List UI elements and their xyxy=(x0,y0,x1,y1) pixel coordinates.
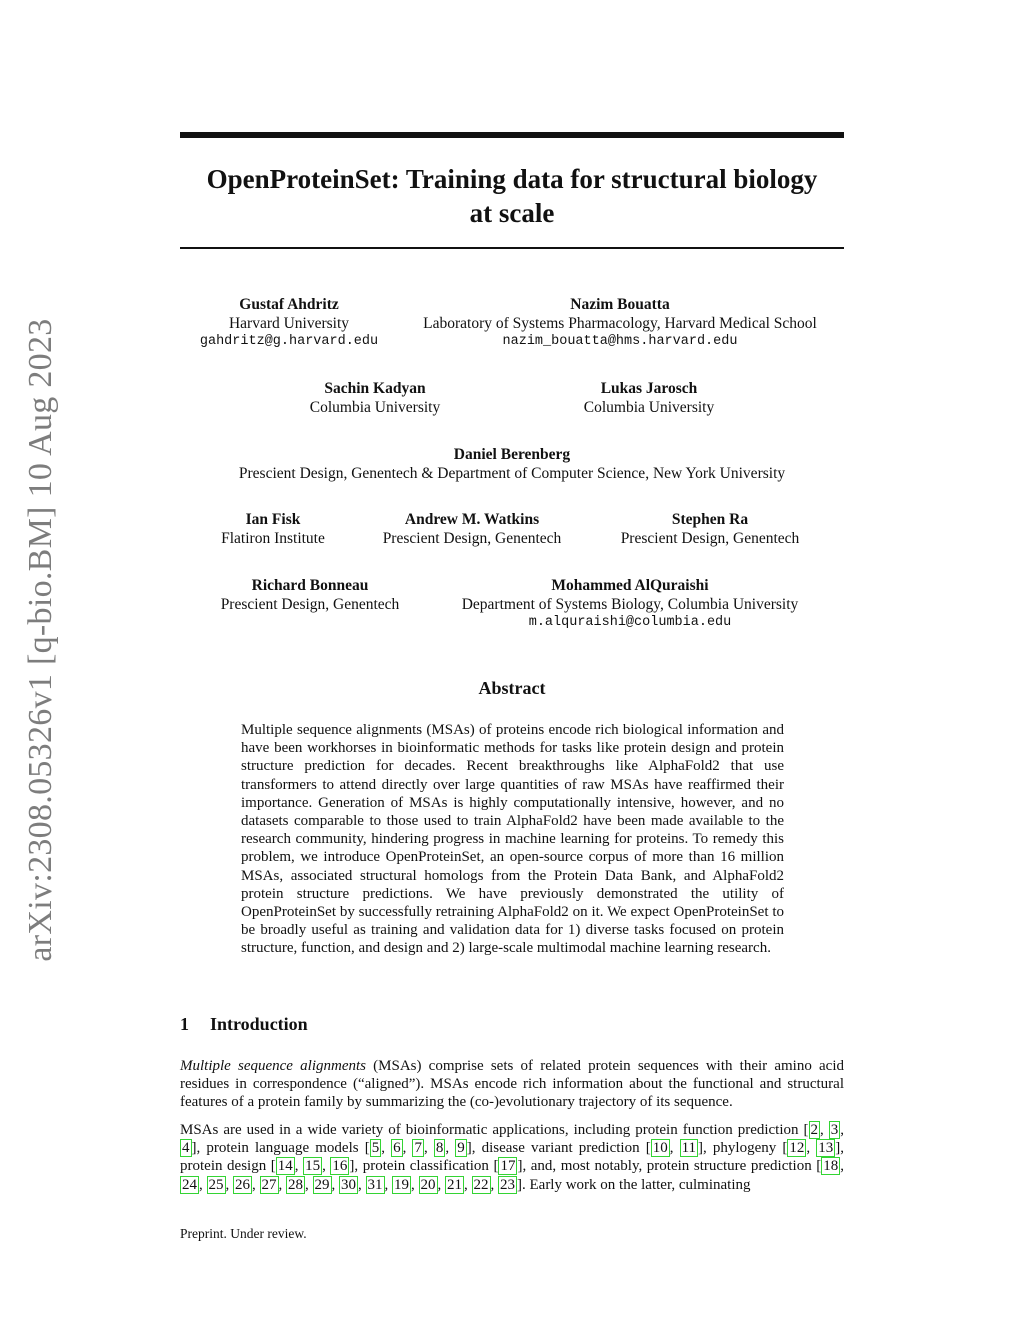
citation-link[interactable]: 16 xyxy=(332,1158,348,1175)
section-title: Introduction xyxy=(210,1014,308,1034)
author-name: Stephen Ra xyxy=(671,511,749,528)
italic-term: Multiple sequence alignments xyxy=(180,1058,366,1074)
citation-link[interactable]: 14 xyxy=(277,1158,293,1175)
author-block xyxy=(180,296,398,352)
author-block xyxy=(549,380,749,417)
paragraph-text: ]. Early work on the latter, culminating xyxy=(517,1176,751,1193)
citation-link[interactable]: 11 xyxy=(681,1140,697,1157)
title-line-1: OpenProteinSet: Training data for structural biology xyxy=(206,164,818,194)
author-name: Nazim Bouatta xyxy=(570,296,670,313)
paragraph-text: ], disease variant prediction [ xyxy=(466,1140,651,1157)
author-name: Lukas Jarosch xyxy=(600,380,698,397)
author-name: Daniel Berenberg xyxy=(453,446,571,463)
author-block xyxy=(200,577,420,614)
citation-link[interactable]: 13 xyxy=(818,1140,834,1157)
author-name: Richard Bonneau xyxy=(251,577,369,594)
citation-link[interactable]: 23 xyxy=(500,1176,515,1193)
paragraph-text: ], and, most notably, protein structure prediction [ xyxy=(517,1158,822,1175)
citation-link[interactable]: 3 xyxy=(830,1122,839,1138)
citation-link[interactable]: 22 xyxy=(473,1176,489,1193)
citation-link[interactable]: 6 xyxy=(393,1140,401,1157)
paper-title xyxy=(180,162,844,230)
citation-group xyxy=(498,1157,517,1175)
author-block xyxy=(398,296,842,352)
citation-link[interactable]: 7 xyxy=(414,1140,422,1157)
author-email[interactable]: nazim_bouatta@hms.harvard.edu xyxy=(502,334,738,349)
citation-link[interactable]: 31 xyxy=(367,1176,383,1193)
citation-link[interactable]: 4 xyxy=(182,1140,190,1157)
citation-link[interactable]: 10 xyxy=(652,1140,668,1157)
author-block xyxy=(362,511,582,548)
author-block xyxy=(275,380,475,417)
citation-group: 14 , 15 , 16 xyxy=(277,1158,348,1175)
citation-link[interactable]: 15 xyxy=(305,1158,321,1175)
citation-group: 5 , 6 , 7 , 8 , 9 xyxy=(371,1140,465,1157)
citation-link[interactable]: 27 xyxy=(261,1176,277,1193)
paragraph-text: ], protein language models [ xyxy=(191,1140,370,1157)
citation-link[interactable]: 5 xyxy=(371,1140,380,1157)
citation-link[interactable]: 19 xyxy=(394,1176,409,1193)
abstract-body: Multiple sequence alignments (MSAs) of proteins encode rich biological information and have been workhorses in bioinformatic methods for tasks like protein design and protein structure prediction for decades. Recent breakthroughs like AlphaFold2 that use transformers to attend directly over large quantities of raw MSAs have reaffirmed their importance. Generation of MSAs is highly computationally intensive, however, and no datasets comparable to those used to train AlphaFold2 have been made available to the research community, hindering progress in machine learning for proteins. To remedy this problem, we introduce OpenProteinSet, an open-source corpus of more than 16 million MSAs, associated structural homologs from the Protein Data Bank, and AlphaFold2 protein structure predictions. We have previously demonstrated the utility of OpenProteinSet by successfully retraining AlphaFold2 on it. We expect OpenProteinSet to be broadly useful as training and validation data for 1) diverse tasks focused on protein structure, function, and design and 2) large-scale multimodal machine learning research. xyxy=(241,722,784,957)
citation-link[interactable]: 9 xyxy=(457,1140,465,1157)
citation-link[interactable]: 28 xyxy=(288,1176,303,1193)
abstract-heading: Abstract xyxy=(478,678,546,698)
paragraph-text: ], protein classification [ xyxy=(349,1158,499,1175)
author-name: Andrew M. Watkins xyxy=(404,511,540,528)
author-block xyxy=(198,511,348,548)
author-name: Mohammed AlQuraishi xyxy=(551,577,709,594)
citation-link[interactable]: 26 xyxy=(235,1176,250,1193)
author-affiliation: Columbia University xyxy=(309,398,441,416)
footer-note: Preprint. Under review. xyxy=(180,1226,307,1241)
title-bottom-rule xyxy=(180,247,844,249)
arxiv-stamp-text: arXiv:2308.05326v1 [q-bio.BM] 10 Aug 2023 xyxy=(22,318,59,962)
author-name: Ian Fisk xyxy=(245,511,301,528)
citation-link[interactable]: 24 xyxy=(182,1176,197,1193)
paragraph-text: MSAs are used in a wide variety of bioinformatic applications, including protein function prediction [ xyxy=(180,1122,809,1138)
title-top-rule xyxy=(180,132,844,138)
citation-link[interactable]: 25 xyxy=(208,1176,224,1193)
author-block xyxy=(430,577,830,633)
citation-link[interactable]: 20 xyxy=(420,1176,436,1193)
author-affiliation: Columbia University xyxy=(583,398,715,416)
citation-link[interactable]: 30 xyxy=(341,1176,356,1193)
author-name: Gustaf Ahdritz xyxy=(239,296,339,313)
citation-group: 18 , 24 , 25 , 26 , 27 , 28 , 29 , 30 , 31 , 19 , 20 , 21 , 22 , 23 xyxy=(182,1158,845,1193)
author-email[interactable]: m.alquraishi@columbia.edu xyxy=(528,615,732,630)
title-line-2: at scale xyxy=(469,198,555,228)
citation-link[interactable]: 18 xyxy=(823,1158,839,1175)
citation-group: 10 , 11 xyxy=(652,1140,697,1157)
citation-group: 2 , 3 , 4 xyxy=(182,1122,844,1157)
author-affiliation: Department of Systems Biology, Columbia University xyxy=(461,595,799,613)
author-affiliation: Prescient Design, Genentech xyxy=(620,529,800,547)
section-heading xyxy=(180,1014,308,1035)
section-number: 1 xyxy=(180,1014,189,1034)
citation-group: 12 , 13 xyxy=(789,1140,834,1157)
author-affiliation: Prescient Design, Genentech xyxy=(382,529,562,547)
intro-paragraph-1 xyxy=(180,1057,844,1112)
citation-link[interactable]: 21 xyxy=(447,1176,462,1193)
intro-paragraph-2 xyxy=(180,1121,844,1194)
paragraph-text: ], phylogeny [ xyxy=(698,1140,788,1157)
citation-link[interactable]: 17 xyxy=(500,1158,516,1175)
citation-link[interactable]: 2 xyxy=(810,1122,818,1138)
author-block xyxy=(600,511,820,548)
author-email[interactable]: gahdritz@g.harvard.edu xyxy=(199,334,379,349)
citation-link[interactable]: 29 xyxy=(314,1176,330,1193)
author-name: Sachin Kadyan xyxy=(324,380,426,397)
author-block xyxy=(180,446,844,483)
author-affiliation: Prescient Design, Genentech xyxy=(220,595,400,613)
author-affiliation: Harvard University xyxy=(228,314,350,332)
paragraph-text: ], protein design [ xyxy=(180,1140,844,1175)
paragraph-text: (MSAs) comprise sets of related protein sequences with their amino acid residues in correspondence (“aligned”). MSAs encode rich information about the functional and structural features of a protein family by summarizing the (co-)evolutionary trajectory of its sequence. xyxy=(180,1058,844,1111)
author-affiliation: Flatiron Institute xyxy=(221,529,325,547)
citation-link[interactable]: 8 xyxy=(435,1140,444,1157)
author-affiliation: Prescient Design, Genentech & Department of Computer Science, New York University xyxy=(238,464,786,482)
citation-link[interactable]: 12 xyxy=(789,1140,805,1157)
author-affiliation: Laboratory of Systems Pharmacology, Harvard Medical School xyxy=(423,314,817,332)
arxiv-stamp xyxy=(16,320,66,960)
